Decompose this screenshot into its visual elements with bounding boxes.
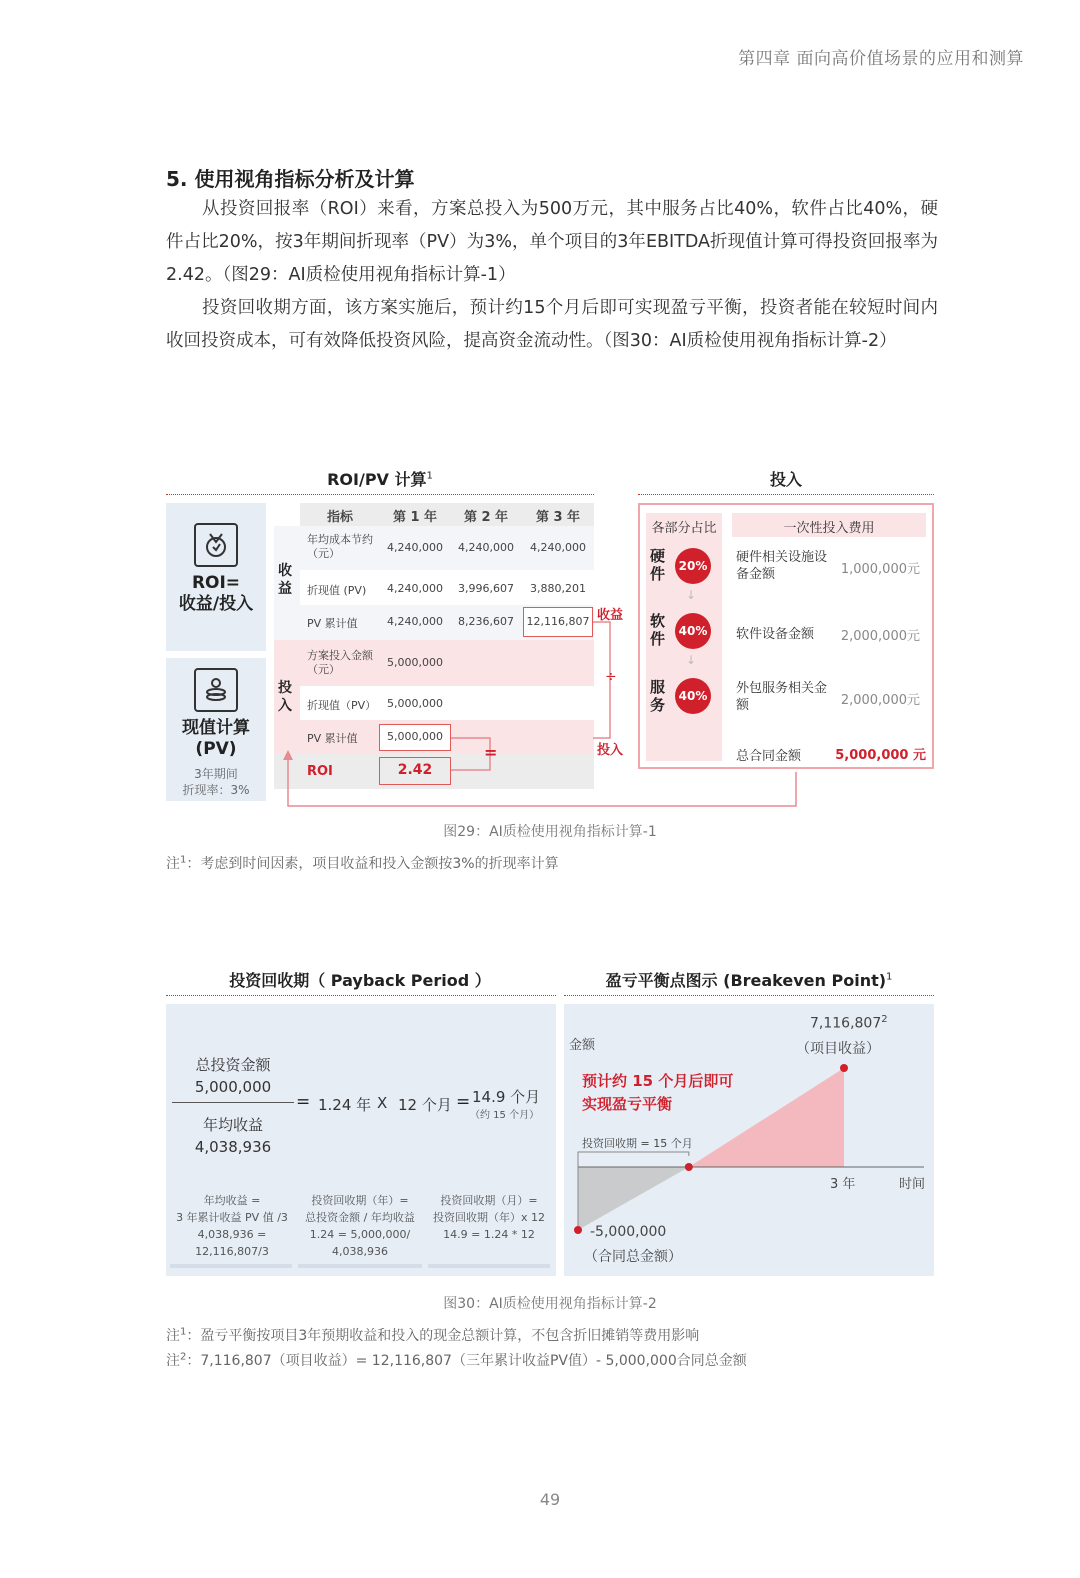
breakeven-title: 盈亏平衡点图示 (Breakeven Point)$^1$ — [605, 971, 893, 990]
roi-card-line2: 收益/投入 — [178, 594, 254, 614]
formula-result-note: （约 15 个月） — [470, 1110, 540, 1121]
formula-num-label: 总投资金额 — [195, 1056, 271, 1074]
explain-underline — [170, 1264, 292, 1268]
item-service-amount: 2,000,000元 — [840, 693, 920, 708]
payback-bracket — [578, 1152, 689, 1156]
formula-years: 1.24 年 — [318, 1096, 372, 1114]
item-hardware-name: 硬件 — [650, 547, 666, 583]
breakeven-divider — [564, 995, 934, 996]
invest-total-box: 5,000,000 — [379, 724, 451, 751]
table-header-y2: 第 2 年 — [463, 510, 509, 525]
fraction-bar — [172, 1102, 294, 1103]
loss-area — [578, 1167, 689, 1230]
invest-tag: 投入 — [597, 743, 624, 758]
item-service-desc: 外包服务相关金额 — [736, 681, 828, 713]
pv-card-line2: (PV) — [195, 739, 237, 759]
formula-result: 14.9 个月 — [472, 1088, 541, 1106]
cell: 4,240,000 — [387, 541, 443, 554]
income-total-box: 12,116,807 — [523, 607, 593, 637]
explain-underline — [428, 1264, 550, 1268]
paragraph-payback: 投资回收期方面，该方案实施后，预计约15个月后即可实现盈亏平衡，投资者能在较短时间内收回投资成本，可有效降低投资风险，提高资金流动性。（图30：AI质检使用视角指标计算-2） — [166, 298, 938, 351]
cell: 3,880,201 — [530, 582, 586, 595]
formula-eq2: = — [456, 1092, 471, 1112]
formula-times: X — [377, 1094, 388, 1112]
item-hardware-desc: 硬件相关设施设备金额 — [736, 550, 828, 582]
figure30-note-2: 注$^2$：7,116,807（项目收益）= 12,116,807（三年累计收益PV值）- 5,000,000合同总金额 — [166, 1351, 747, 1369]
section-title: 5. 使用视角指标分析及计算 — [166, 167, 415, 191]
payback-divider — [166, 995, 556, 996]
total-label: 总合同金额 — [736, 749, 802, 764]
equals-sign: = — [484, 743, 498, 762]
chapter-header: 第四章 面向高价值场景的应用和测算 — [738, 49, 1024, 69]
figure30-caption: 图30：AI质检使用视角指标计算-2 — [443, 1296, 657, 1312]
explain-months: 投资回收期（月）= 投资回收期（年）x 12 14.9 = 1.24 * 12 — [432, 1194, 545, 1241]
divide-sign: ÷ — [605, 669, 617, 685]
pv-card-sub2: 折现率：3% — [182, 783, 250, 797]
point-bottom-sublabel: （合同总金额） — [584, 1249, 682, 1265]
invest-title: 投入 — [769, 470, 802, 489]
cell: 3,996,607 — [458, 582, 514, 595]
roi-value-box: 2.42 — [379, 757, 451, 785]
chart-x-tick: 3 年 — [830, 1177, 856, 1192]
table-header-y3: 第 3 年 — [535, 510, 581, 525]
figure30-note-1: 注$^1$：盈亏平衡按项目3年预期收益和投入的现金总额计算，不包含折旧摊销等费用影响 — [166, 1326, 700, 1344]
formula-months: 12 个月 — [398, 1096, 452, 1114]
arrow-down-icon: ↓ — [686, 653, 697, 667]
data-point-2 — [840, 1064, 848, 1072]
cell: 5,000,000 — [387, 656, 443, 669]
cost-header: 一次性投入费用 — [783, 521, 875, 536]
row-label-invest-pv: 折现值（PV） — [307, 699, 377, 712]
group-invest-label: 投入 — [278, 680, 292, 714]
roi-card-line1: ROI= — [191, 573, 241, 593]
item-hardware-amount: 1,000,000元 — [840, 562, 920, 577]
item-software-pct: 40% — [675, 613, 711, 649]
figure29-caption: 图29：AI质检使用视角指标计算-1 — [443, 824, 657, 840]
group-income-label: 收益 — [278, 563, 292, 597]
explain-years: 投资回收期（年）= 总投资金额 / 年均收益 1.24 = 5,000,000/ 4,038,936 — [305, 1194, 415, 1258]
payback-bracket-label: 投资回收期 = 15 个月 — [582, 1137, 693, 1150]
row-label-pv-cum: PV 累计值 — [307, 617, 358, 630]
chart-ylabel: 金额 — [569, 1038, 596, 1053]
row-label-pv: 折现值 (PV) — [307, 584, 367, 597]
row-label-invest-pv-cum: PV 累计值 — [307, 732, 358, 745]
cell: 5,000,000 — [387, 697, 443, 710]
item-software-name: 软件 — [650, 612, 666, 648]
item-service-pct: 40% — [675, 678, 711, 714]
page-number: 49 — [539, 1490, 561, 1509]
point-top-sublabel: （项目收益） — [796, 1041, 880, 1057]
roi-card — [166, 503, 266, 651]
pv-card-line1: 现值计算 — [182, 718, 250, 738]
item-software-desc: 软件设备金额 — [736, 627, 815, 642]
row-label-invest-amount: 方案投入金额（元） — [307, 649, 373, 676]
point-top-label: 7,116,807$^2$ — [810, 1014, 888, 1032]
item-hardware-pct: 20% — [675, 548, 711, 584]
table-header-metric: 指标 — [326, 510, 353, 525]
roi-row-label: ROI — [307, 764, 333, 779]
item-service-name: 服务 — [650, 678, 666, 714]
payback-title: 投资回收期（ Payback Period ） — [229, 971, 491, 990]
cell: 8,236,607 — [458, 615, 514, 628]
coins-icon — [194, 668, 238, 712]
point-bottom-label: -5,000,000 — [590, 1224, 667, 1240]
cell: 4,240,000 — [458, 541, 514, 554]
cell: 4,240,000 — [530, 541, 586, 554]
arrow-down-icon: ↓ — [686, 588, 697, 602]
pv-card-sub1: 3年期间 — [194, 767, 238, 781]
formula-den-label: 年均收益 — [202, 1116, 263, 1134]
pv-card — [166, 658, 266, 801]
formula-num-value: 5,000,000 — [194, 1078, 272, 1096]
roi-pv-divider — [166, 494, 594, 495]
formula-eq1: = — [296, 1092, 311, 1112]
row-label-cost-saving: 年均成本节约（元） — [307, 533, 373, 560]
table-header-y1: 第 1 年 — [392, 510, 438, 525]
paragraph-roi: 从投资回报率（ROI）来看，方案总投入为500万元，其中服务占比40%，软件占比40%，硬件占比20%，按3年期间折现率（PV）为3%，单个项目的3年EBITDA折现值计算可得投资回报率为2.42。（图29：AI质检使用视角指标计算-1） — [166, 199, 938, 285]
chart-annotation: 预计约 15 个月后即可 实现盈亏平衡 — [582, 1072, 734, 1113]
total-value: 5,000,000 元 — [835, 748, 926, 763]
item-software-amount: 2,000,000元 — [840, 629, 920, 644]
cell: 4,240,000 — [387, 615, 443, 628]
explain-annual: 年均收益 = 3 年累计收益 PV 值 /3 4,038,936 = 12,116,807/3 — [176, 1194, 288, 1258]
figure29-note: 注$^1$：考虑到时间因素，项目收益和投入金额按3%的折现率计算 — [166, 854, 559, 872]
share-header: 各部分占比 — [651, 521, 717, 536]
data-point-1 — [685, 1163, 693, 1171]
income-tag: 收益 — [597, 608, 624, 623]
roi-pv-title: ROI/PV 计算$^1$ — [327, 470, 433, 489]
formula-den-value: 4,038,936 — [194, 1138, 272, 1156]
chart-xlabel: 时间 — [899, 1177, 926, 1192]
data-point-0 — [574, 1226, 582, 1234]
invest-divider — [638, 494, 934, 495]
explain-underline — [298, 1264, 422, 1268]
medal-icon — [194, 523, 238, 567]
cell: 4,240,000 — [387, 582, 443, 595]
